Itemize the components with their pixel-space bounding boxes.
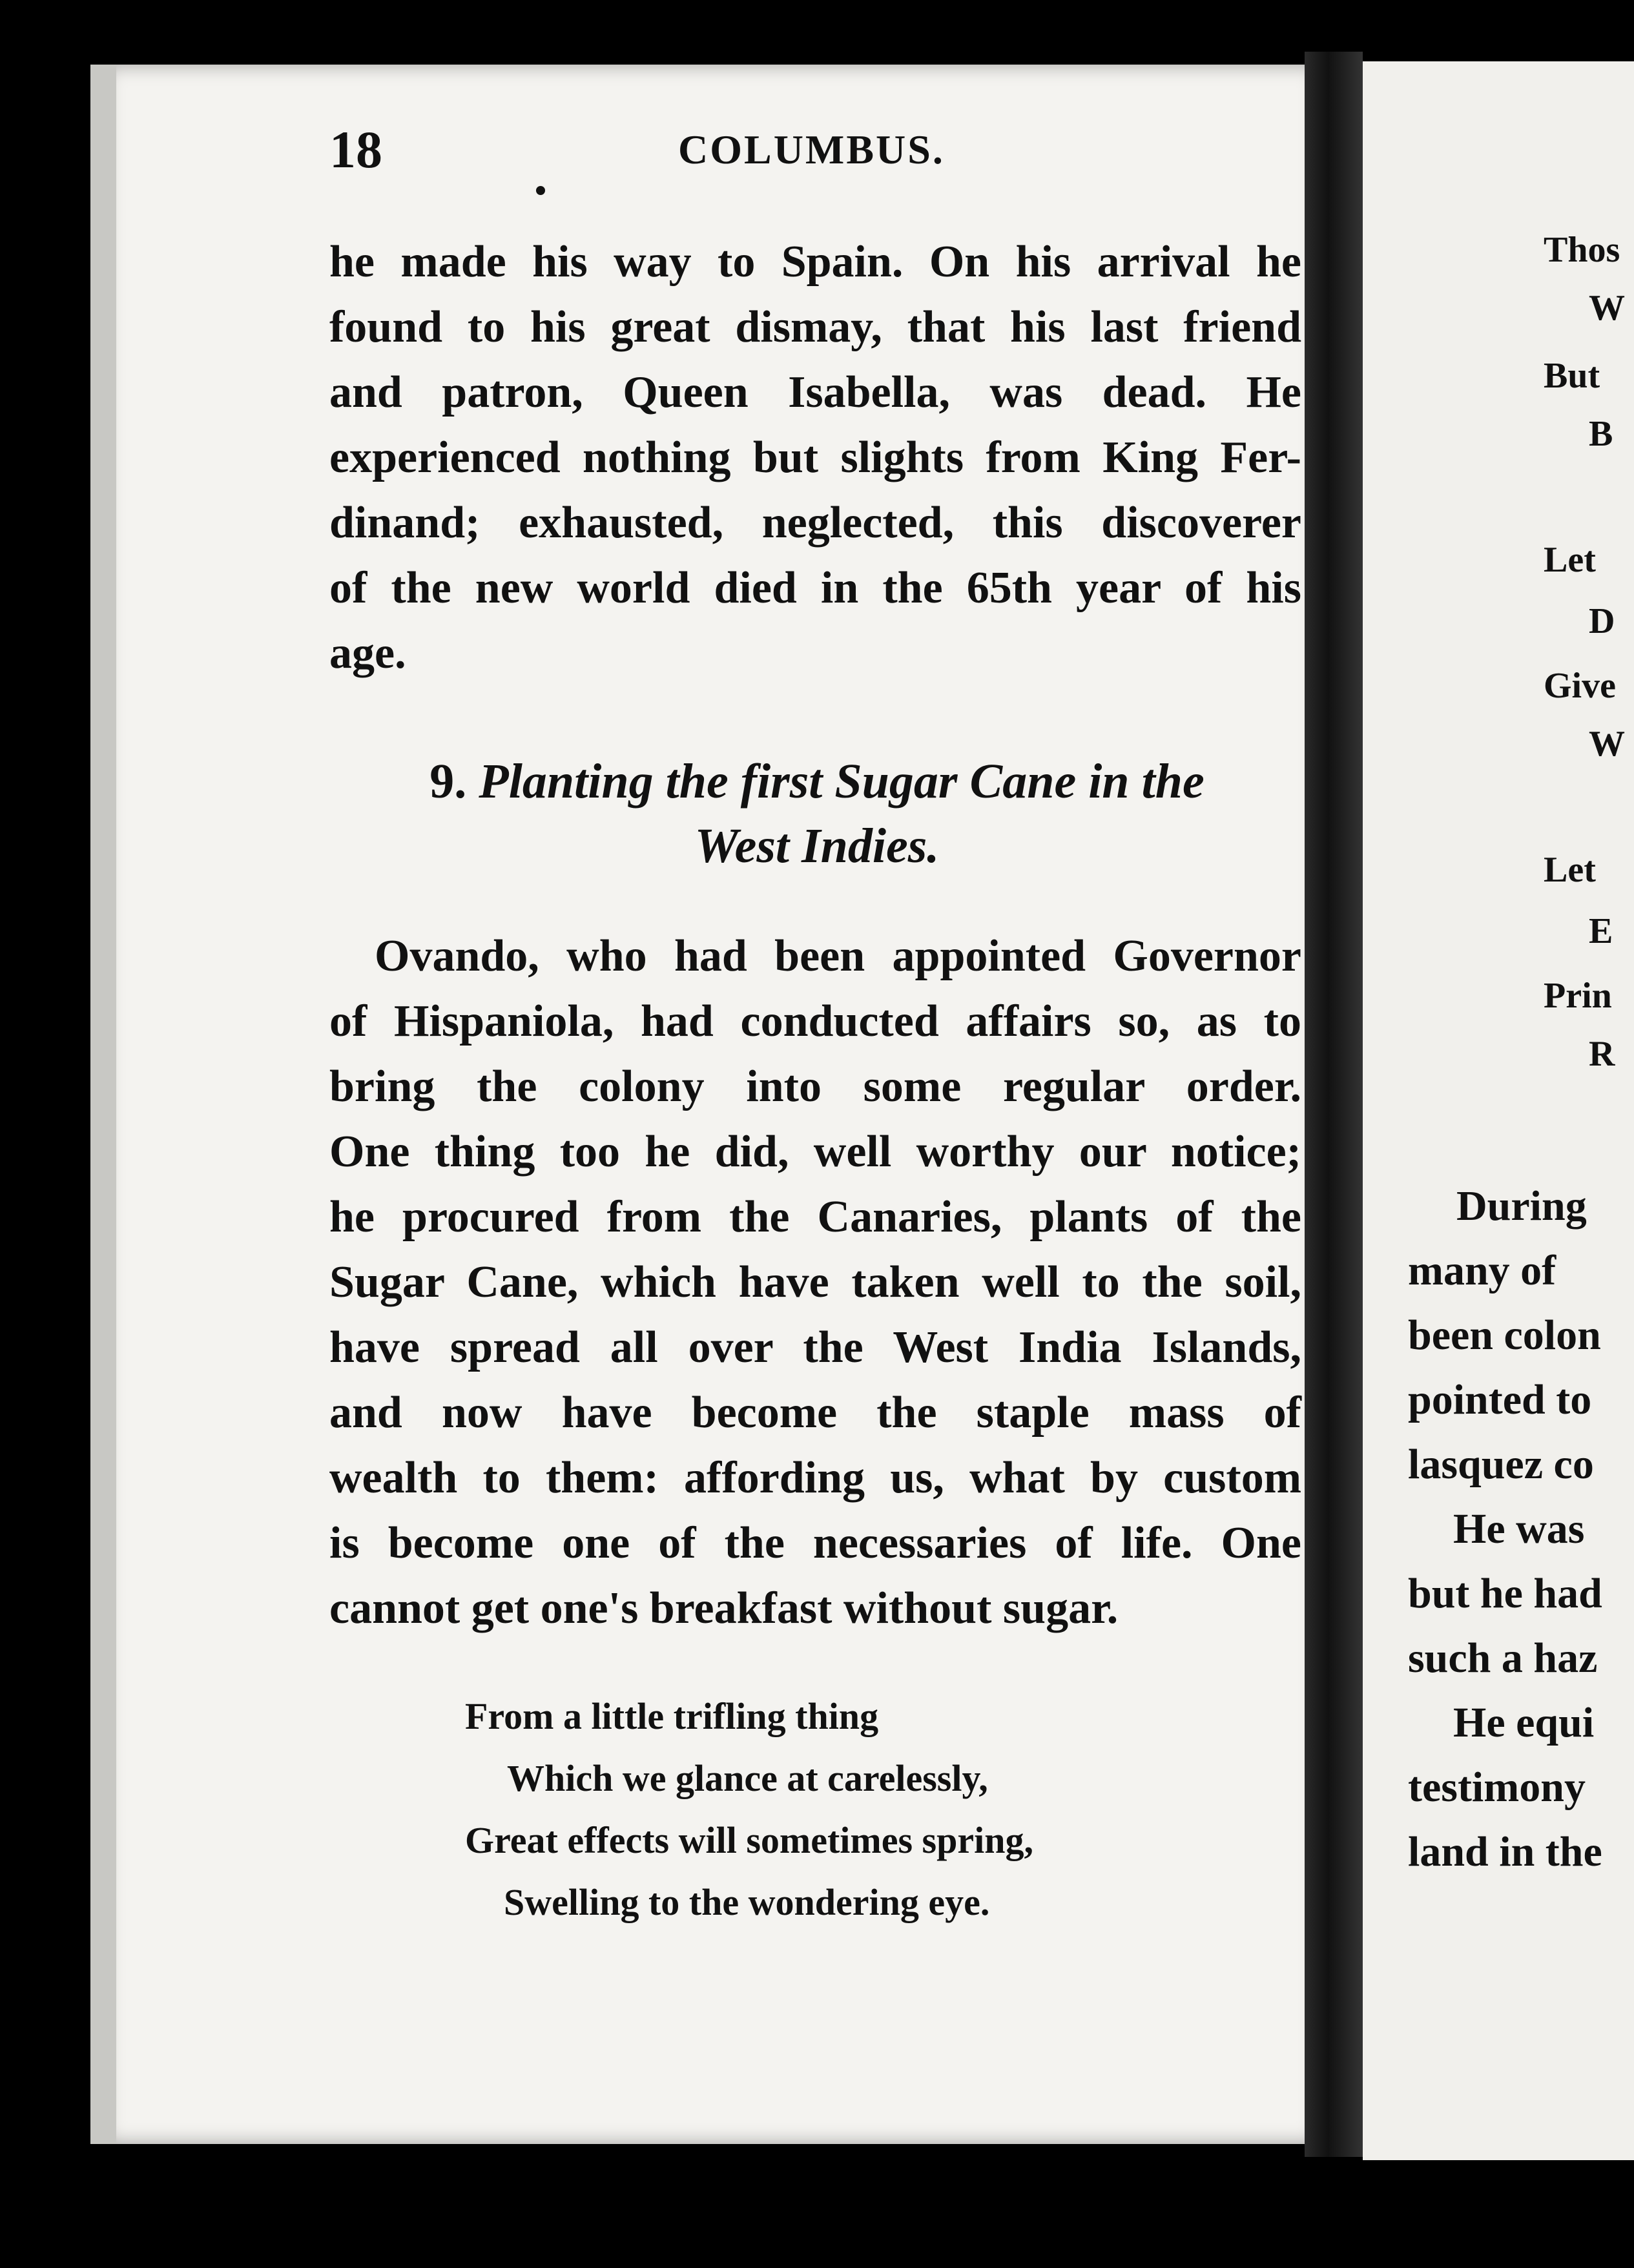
text-line: One thing too he did, well worthy our notice;	[329, 1127, 1301, 1177]
right-fragment: E	[1589, 911, 1613, 951]
page-number: 18	[329, 120, 382, 179]
right-fragment: B	[1589, 414, 1613, 454]
text-line: dinand; exhausted, neglected, this discoverer	[329, 498, 1301, 548]
right-fragment: pointed to	[1408, 1376, 1592, 1423]
section-title-part-2: West Indies.	[694, 819, 940, 873]
right-fragment: Thos	[1544, 230, 1620, 270]
section-title-part-1: Planting the first Sugar Cane in the	[479, 754, 1205, 809]
text-line: and now have become the staple mass of	[329, 1388, 1301, 1438]
text-line: bring the colony into some regular order.	[329, 1062, 1301, 1111]
ink-dot	[536, 186, 545, 195]
section-number: 9.	[429, 754, 467, 809]
right-fragment: W	[1589, 724, 1625, 764]
text-line: cannot get one's breakfast without sugar.	[329, 1583, 1119, 1633]
right-fragment: Give	[1544, 666, 1616, 706]
right-fragment: During	[1456, 1182, 1587, 1230]
text-line: have spread all over the West India Islands,	[329, 1323, 1301, 1372]
text-line: he made his way to Spain. On his arrival he	[329, 237, 1301, 287]
text-line: and patron, Queen Isabella, was dead. He	[329, 367, 1301, 417]
right-fragment: land in the	[1408, 1828, 1602, 1875]
paragraph-ovando	[329, 923, 1301, 1641]
verse-line: Great effects will sometimes spring,	[465, 1819, 1033, 1861]
text-line: age.	[329, 628, 406, 678]
right-fragment: testimony	[1408, 1764, 1586, 1811]
right-fragment: been colon	[1408, 1312, 1601, 1359]
right-fragment: but he had	[1408, 1570, 1602, 1617]
right-fragment: Let	[1544, 850, 1596, 890]
right-fragment: many of	[1408, 1247, 1556, 1294]
right-fragment: lasquez co	[1408, 1441, 1594, 1488]
paragraph-continuation	[329, 229, 1301, 686]
right-fragment: R	[1589, 1034, 1615, 1074]
text-line: he procured from the Canaries, plants of the	[329, 1192, 1301, 1242]
heading-line-1	[336, 749, 1298, 814]
right-fragment: W	[1589, 288, 1625, 328]
section-heading	[336, 749, 1298, 878]
text-line: found to his great dismay, that his last friend	[329, 302, 1301, 352]
right-fragment: Prin	[1544, 976, 1612, 1016]
right-fragment: But	[1544, 356, 1600, 396]
text-line: Ovando, who had been appointed Governor	[375, 931, 1301, 981]
running-title: COLUMBUS.	[678, 127, 945, 172]
book-gutter	[1305, 52, 1363, 2157]
right-fragment: D	[1589, 601, 1615, 641]
right-fragment: Let	[1544, 540, 1596, 580]
text-line: experienced nothing but slights from King Fer-	[329, 433, 1301, 482]
verse	[452, 1686, 1163, 1933]
text-line: wealth to them: affording us, what by custom	[329, 1453, 1301, 1503]
right-fragment: such a haz	[1408, 1634, 1598, 1682]
text-line: Sugar Cane, which have taken well to the soil,	[329, 1257, 1301, 1307]
text-line: of Hispaniola, had conducted affairs so, as to	[329, 996, 1301, 1046]
right-fragment: He was	[1453, 1505, 1585, 1552]
right-fragment: He equi	[1453, 1699, 1595, 1746]
verse-line: Swelling to the wondering eye.	[504, 1881, 990, 1923]
text-line: is become one of the necessaries of life. One	[329, 1518, 1301, 1568]
verse-line: Which we glance at carelessly,	[507, 1757, 988, 1799]
text-line: of the new world died in the 65th year of his	[329, 563, 1301, 613]
verse-line: From a little trifling thing	[465, 1695, 879, 1737]
